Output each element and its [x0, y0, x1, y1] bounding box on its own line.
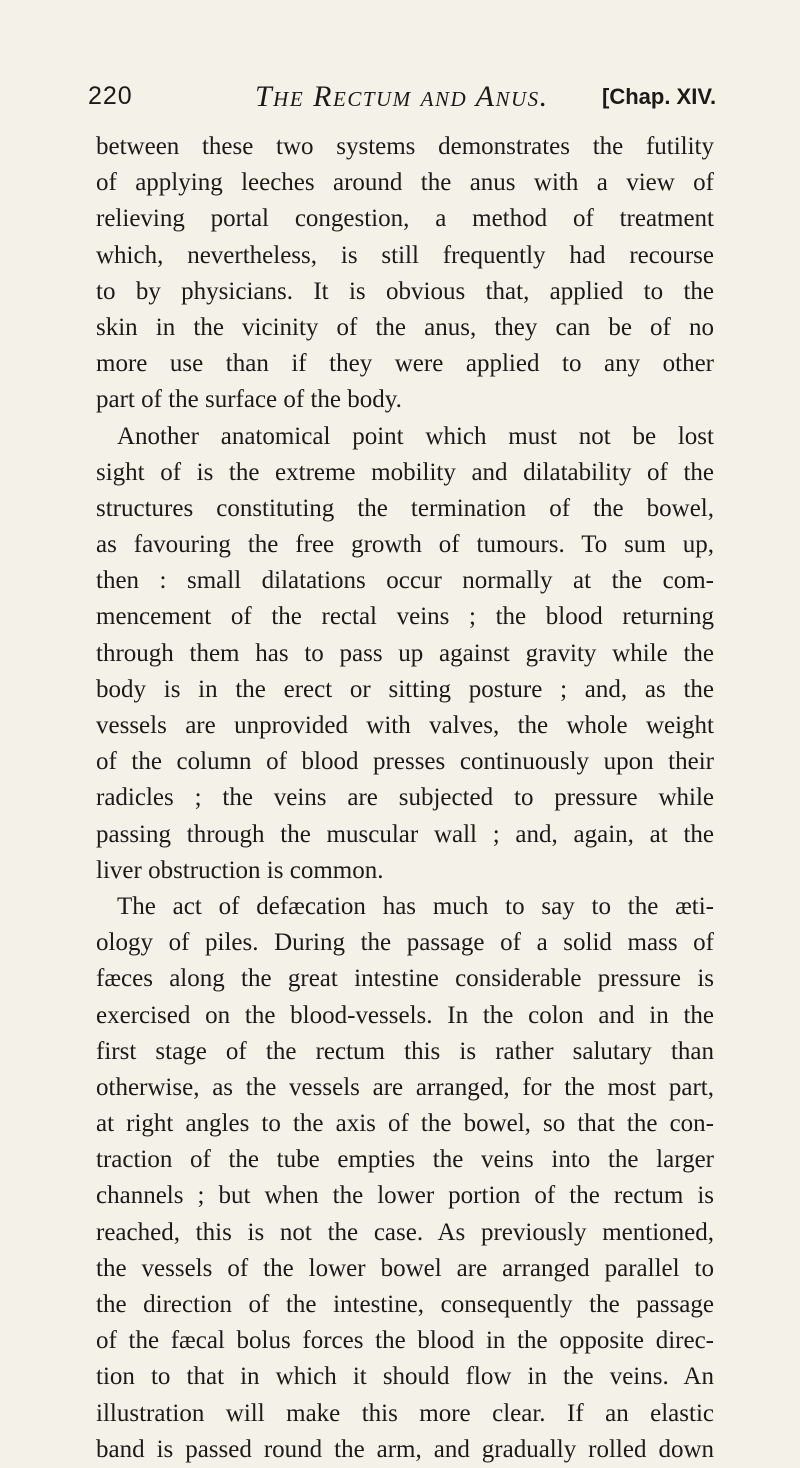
text-line: the vessels of the lower bowel are arranged parallel to — [96, 1254, 714, 1282]
text-line: mencement of the rectal veins ; the blood returning — [96, 603, 714, 631]
text-line: of the fæcal bolus forces the blood in the opposite direc- — [96, 1327, 714, 1355]
text-line: as favouring the free growth of tumours. To sum up, — [96, 531, 714, 559]
text-line: fæces along the great intestine considerable pressure is — [96, 965, 714, 993]
text-line: of applying leeches around the anus with a view of — [96, 169, 714, 197]
text-line: tion to that in which it should flow in the veins. An — [96, 1363, 714, 1391]
text-line: passing through the muscular wall ; and, again, at the — [96, 820, 714, 848]
text-line: illustration will make this more clear. If an elastic — [96, 1399, 714, 1427]
text-line: ology of piles. During the passage of a solid mass of — [96, 929, 714, 957]
text-line: channels ; but when the lower portion of the rectum is — [96, 1182, 714, 1210]
text-line: structures constituting the termination of the bowel, — [96, 494, 714, 522]
body-text — [96, 129, 714, 1468]
text-line: skin in the vicinity of the anus, they can be of no — [96, 313, 714, 341]
running-header — [0, 80, 800, 120]
text-line: The act of defæcation has much to say to the æti- — [117, 892, 714, 920]
text-line: body is in the erect or sitting posture ; and, as the — [96, 675, 714, 703]
text-line: liver obstruction is common. — [96, 856, 384, 884]
running-title: The Rectum and Anus. — [255, 80, 549, 113]
text-line: relieving portal congestion, a method of treatment — [96, 205, 714, 233]
text-line: part of the surface of the body. — [96, 386, 402, 414]
text-line: otherwise, as the vessels are arranged, for the most part, — [96, 1073, 714, 1101]
text-line: more use than if they were applied to any other — [96, 350, 714, 378]
text-line: at right angles to the axis of the bowel, so that the con- — [96, 1110, 714, 1138]
text-line: Another anatomical point which must not be lost — [117, 422, 714, 450]
page-number: 220 — [88, 82, 133, 110]
text-line: band is passed round the arm, and gradually rolled down — [96, 1435, 714, 1463]
text-line: sight of is the extreme mobility and dilatability of the — [96, 458, 714, 486]
chapter-reference: [Chap. XIV. — [602, 84, 717, 109]
text-line: radicles ; the veins are subjected to pressure while — [96, 784, 714, 812]
text-line: the direction of the intestine, consequently the passage — [96, 1291, 714, 1318]
text-line: traction of the tube empties the veins into the larger — [96, 1146, 714, 1174]
text-line: then : small dilatations occur normally at the com- — [96, 567, 714, 595]
text-line: between these two systems demonstrates the futility — [96, 133, 714, 160]
text-line: exercised on the blood-vessels. In the colon and in the — [96, 1001, 714, 1029]
text-line: through them has to pass up against gravity while the — [96, 639, 714, 667]
text-line: reached, this is not the case. As previously mentioned, — [96, 1218, 714, 1246]
text-line: which, nevertheless, is still frequently had recourse — [96, 241, 714, 269]
text-line: first stage of the rectum this is rather salutary than — [96, 1037, 714, 1065]
text-line: vessels are unprovided with valves, the whole weight — [96, 712, 714, 739]
text-line: to by physicians. It is obvious that, applied to the — [96, 277, 714, 305]
text-line: of the column of blood presses continuously upon their — [96, 748, 714, 776]
